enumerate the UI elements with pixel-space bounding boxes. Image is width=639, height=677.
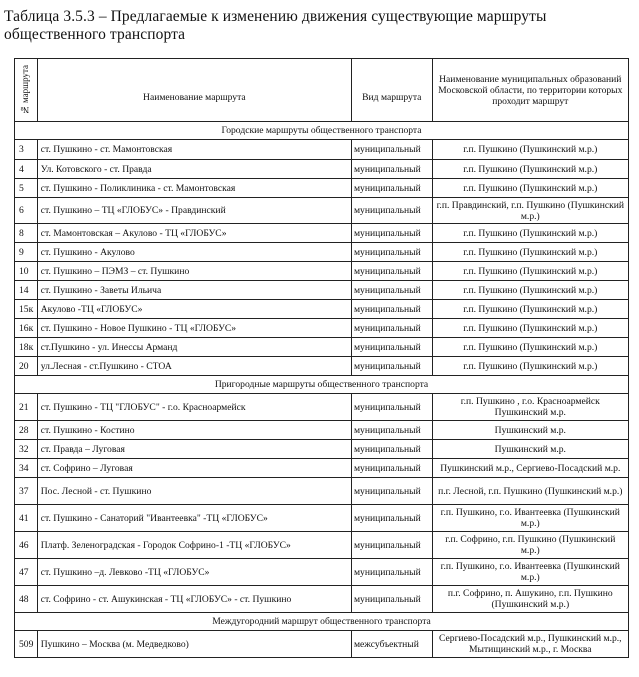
- route-number: 46: [15, 532, 38, 559]
- route-kind: муниципальный: [351, 262, 432, 281]
- route-municipalities: г.п. Правдинский, г.п. Пушкино (Пушкинский м.р.): [432, 198, 628, 224]
- route-number: 6: [15, 198, 38, 224]
- route-name: Пушкино – Москва (м. Медведково): [37, 631, 351, 658]
- route-municipalities: г.п. Пушкино (Пушкинский м.р.): [432, 224, 628, 243]
- table-row: [15, 179, 629, 198]
- table-row: [15, 338, 629, 357]
- route-municipalities: г.п. Пушкино (Пушкинский м.р.): [432, 179, 628, 198]
- route-name: Ул. Котовского - ст. Правда: [37, 160, 351, 179]
- header-route-number: № маршрута: [15, 59, 38, 122]
- route-number: 18к: [15, 338, 38, 357]
- route-municipalities: г.п. Пушкино, г.о. Ивантеевка (Пушкинский м.р.): [432, 559, 628, 586]
- table-row: [15, 140, 629, 160]
- route-kind: межсубъектный: [351, 631, 432, 658]
- route-kind: муниципальный: [351, 198, 432, 224]
- header-route-name: Наименование маршрута: [37, 59, 351, 122]
- route-kind: муниципальный: [351, 586, 432, 613]
- route-kind: муниципальный: [351, 421, 432, 440]
- route-name: ул.Лесная - ст.Пушкино - СТОА: [37, 357, 351, 376]
- route-number: 509: [15, 631, 38, 658]
- route-municipalities: п.г. Софрино, п. Ашукино, г.п. Пушкино (Пушкинский м.р.): [432, 586, 628, 613]
- table-row: [15, 440, 629, 459]
- table-row: [15, 631, 629, 658]
- route-name: ст. Пушкино - ст. Мамонтовская: [37, 140, 351, 160]
- section-row: [15, 613, 629, 631]
- route-number: 5: [15, 179, 38, 198]
- route-number: 9: [15, 243, 38, 262]
- route-municipalities: г.п. Пушкино (Пушкинский м.р.): [432, 243, 628, 262]
- route-name: ст.Пушкино - ул. Инессы Арманд: [37, 338, 351, 357]
- route-kind: муниципальный: [351, 394, 432, 421]
- route-name: ст. Пушкино - Поликлиника - ст. Мамонтовская: [37, 179, 351, 198]
- table-row: [15, 505, 629, 532]
- route-number: 16к: [15, 319, 38, 338]
- route-name: ст. Пушкино - Заветы Ильича: [37, 281, 351, 300]
- table-row: [15, 224, 629, 243]
- table-row: [15, 281, 629, 300]
- route-number: 28: [15, 421, 38, 440]
- route-kind: муниципальный: [351, 478, 432, 505]
- route-kind: муниципальный: [351, 319, 432, 338]
- route-kind: муниципальный: [351, 357, 432, 376]
- route-municipalities: г.п. Пушкино (Пушкинский м.р.): [432, 281, 628, 300]
- table-row: [15, 559, 629, 586]
- table-row: [15, 586, 629, 613]
- route-number: 47: [15, 559, 38, 586]
- route-municipalities: г.п. Пушкино (Пушкинский м.р.): [432, 357, 628, 376]
- table-row: [15, 300, 629, 319]
- route-name: ст. Софрино – Луговая: [37, 459, 351, 478]
- table-row: [15, 459, 629, 478]
- route-kind: муниципальный: [351, 179, 432, 198]
- route-name: ст. Пушкино –д. Левково -ТЦ «ГЛОБУС»: [37, 559, 351, 586]
- route-municipalities: п.г. Лесной, г.п. Пушкино (Пушкинский м.р.): [432, 478, 628, 505]
- table-row: [15, 243, 629, 262]
- route-kind: муниципальный: [351, 140, 432, 160]
- route-name: ст. Пушкино - Санаторий "Ивантеевка" -ТЦ «ГЛОБУС»: [37, 505, 351, 532]
- route-municipalities: Пушкинский м.р.: [432, 421, 628, 440]
- route-name: ст. Мамонтовская – Акулово - ТЦ «ГЛОБУС»: [37, 224, 351, 243]
- section-row: [15, 122, 629, 140]
- route-number: 10: [15, 262, 38, 281]
- section-row: [15, 376, 629, 394]
- section-title: Междугородний маршрут общественного транспорта: [15, 613, 629, 631]
- route-municipalities: Пушкинский м.р.: [432, 440, 628, 459]
- route-name: ст. Правда – Луговая: [37, 440, 351, 459]
- route-municipalities: г.п. Пушкино (Пушкинский м.р.): [432, 300, 628, 319]
- route-kind: муниципальный: [351, 338, 432, 357]
- route-number: 32: [15, 440, 38, 459]
- route-kind: муниципальный: [351, 243, 432, 262]
- route-number: 21: [15, 394, 38, 421]
- route-name: Пос. Лесной - ст. Пушкино: [37, 478, 351, 505]
- table-row: [15, 262, 629, 281]
- route-kind: муниципальный: [351, 440, 432, 459]
- route-kind: муниципальный: [351, 160, 432, 179]
- routes-table: [14, 58, 629, 658]
- route-number: 41: [15, 505, 38, 532]
- route-number: 14: [15, 281, 38, 300]
- route-number: 20: [15, 357, 38, 376]
- header-row: [15, 59, 629, 122]
- route-kind: муниципальный: [351, 300, 432, 319]
- route-name: ст. Софрино - ст. Ашукинская - ТЦ «ГЛОБУС» - ст. Пушкино: [37, 586, 351, 613]
- route-municipalities: г.п. Пушкино (Пушкинский м.р.): [432, 160, 628, 179]
- table-row: [15, 394, 629, 421]
- route-name: Акулово -ТЦ «ГЛОБУС»: [37, 300, 351, 319]
- table-title: Таблица 3.5.3 – Предлагаемые к изменению движения существующие маршруты общественного транспорта: [4, 8, 547, 43]
- route-kind: муниципальный: [351, 459, 432, 478]
- route-municipalities: г.п. Пушкино (Пушкинский м.р.): [432, 319, 628, 338]
- section-title: Городские маршруты общественного транспорта: [15, 122, 629, 140]
- table-row: [15, 532, 629, 559]
- route-municipalities: Сергиево-Посадский м.р., Пушкинский м.р., Мытищинский м.р., г. Москва: [432, 631, 628, 658]
- route-kind: муниципальный: [351, 281, 432, 300]
- route-number: 34: [15, 459, 38, 478]
- route-municipalities: Пушкинский м.р., Сергиево-Посадский м.р.: [432, 459, 628, 478]
- header-route-kind: Вид маршрута: [351, 59, 432, 122]
- route-name: Платф. Зеленоградская - Городок Софрино-1 -ТЦ «ГЛОБУС»: [37, 532, 351, 559]
- header-municipalities: Наименование муниципальных образований Московской области, по территории которых проходит маршрут: [432, 59, 628, 122]
- route-municipalities: г.п. Пушкино, г.о. Ивантеевка (Пушкинский м.р.): [432, 505, 628, 532]
- route-municipalities: г.п. Софрино, г.п. Пушкино (Пушкинский м.р.): [432, 532, 628, 559]
- route-number: 15к: [15, 300, 38, 319]
- route-municipalities: г.п. Пушкино (Пушкинский м.р.): [432, 262, 628, 281]
- route-name: ст. Пушкино - ТЦ "ГЛОБУС" - г.о. Красноармейск: [37, 394, 351, 421]
- table-row: [15, 319, 629, 338]
- table-row: [15, 357, 629, 376]
- route-name: ст. Пушкино - Новое Пушкино - ТЦ «ГЛОБУС»: [37, 319, 351, 338]
- route-name: ст. Пушкино – ПЭМЗ – ст. Пушкино: [37, 262, 351, 281]
- route-number: 37: [15, 478, 38, 505]
- route-number: 48: [15, 586, 38, 613]
- route-municipalities: г.п. Пушкино (Пушкинский м.р.): [432, 338, 628, 357]
- route-kind: муниципальный: [351, 559, 432, 586]
- route-name: ст. Пушкино - Акулово: [37, 243, 351, 262]
- route-kind: муниципальный: [351, 224, 432, 243]
- route-name: ст. Пушкино - Костино: [37, 421, 351, 440]
- table-row: [15, 160, 629, 179]
- route-number: 8: [15, 224, 38, 243]
- route-number: 4: [15, 160, 38, 179]
- table-row: [15, 478, 629, 505]
- route-number: 3: [15, 140, 38, 160]
- route-kind: муниципальный: [351, 505, 432, 532]
- route-municipalities: г.п. Пушкино (Пушкинский м.р.): [432, 140, 628, 160]
- route-kind: муниципальный: [351, 532, 432, 559]
- table-row: [15, 421, 629, 440]
- route-municipalities: г.п. Пушкино , г.о. Красноармейск Пушкинский м.р.: [432, 394, 628, 421]
- table-row: [15, 198, 629, 224]
- route-name: ст. Пушкино – ТЦ «ГЛОБУС» - Правдинский: [37, 198, 351, 224]
- section-title: Пригородные маршруты общественного транспорта: [15, 376, 629, 394]
